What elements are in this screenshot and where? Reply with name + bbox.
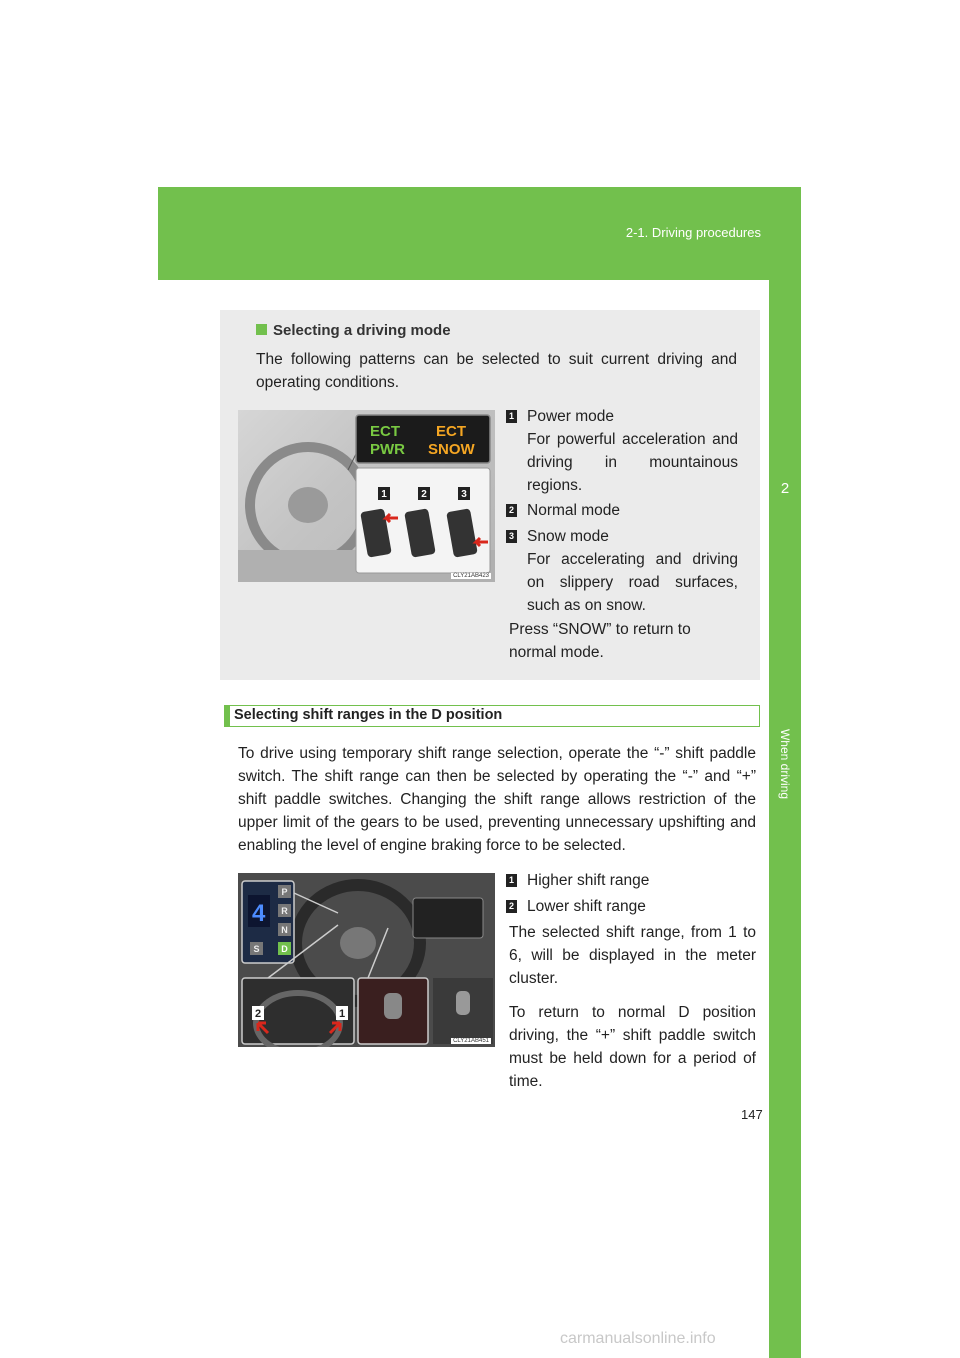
gear-letter-s: S [253,944,260,954]
bullet-square-icon [256,324,267,335]
svg-text:1: 1 [381,489,387,500]
list-item [508,895,756,918]
steering-wheel-illustration [238,410,495,582]
driving-mode-photo [238,410,495,582]
section-breadcrumb: 2-1. Driving procedures [625,225,761,240]
lower-shift-range-label: Lower shift range [527,898,646,915]
shift-range-photo [238,873,495,1047]
snow-indicator: SNOW [428,441,475,458]
section-title: Selecting shift ranges in the D position [234,707,503,723]
return-to-d-note: To return to normal D position driving, the “+” shift paddle switch must be held down for a period of time. [509,1004,756,1090]
gear-letter-n: N [281,925,288,935]
normal-mode-label: Normal mode [527,502,621,519]
gear-letter-p: P [281,887,288,897]
photo-caption: CLY21AB451 [453,1038,489,1044]
list-item [508,499,738,522]
svg-text:2: 2 [254,1008,262,1020]
gear-letter-r: R [281,906,288,916]
driving-mode-intro: The following patterns can be selected to suit current driving and operating conditions. [256,351,737,391]
driving-mode-box [220,310,760,680]
svg-text:1: 1 [338,1008,346,1020]
list-item [508,525,738,617]
chapter-number: 2 [780,480,790,497]
number-marker-3: 3 [506,530,517,543]
number-marker-2: 2 [506,900,517,913]
power-mode-desc: For powerful acceleration and driving in mountainous regions. [527,431,738,494]
shift-range-display-note: The selected shift range, from 1 to 6, will be displayed in the meter cluster. [509,924,756,987]
list-item [508,869,756,892]
ect-indicator-1: ECT [370,423,400,440]
header-bar [158,187,801,280]
section-heading-bar [224,705,760,727]
gear-readout: 4 [252,900,266,927]
driving-mode-title: Selecting a driving mode [256,322,451,339]
gear-letter-d: D [281,944,288,954]
higher-shift-range-label: Higher shift range [527,872,650,889]
number-marker-1: 1 [506,410,517,423]
snow-return-note: Press “SNOW” to return to normal mode. [509,621,691,661]
photo-caption: CLY21AB423 [453,573,489,579]
svg-text:3: 3 [461,489,467,500]
pwr-indicator: PWR [370,441,405,458]
chapter-label: When driving [778,728,792,800]
chapter-side-tab [769,187,801,1358]
svg-text:2: 2 [421,489,427,500]
snow-mode-desc: For accelerating and driving on slippery road surfaces, such as on snow. [527,551,738,614]
list-item [508,405,738,497]
cockpit-illustration [238,873,495,1047]
power-mode-label: Power mode [527,408,615,425]
watermark: carmanualsonline.info [560,1330,716,1347]
number-marker-1: 1 [506,874,517,887]
snow-mode-label: Snow mode [527,528,609,545]
shift-range-paragraph: To drive using temporary shift range selection, operate the “-” shift paddle switch. The shift range can then be selected by operating the “-” and “+” shift paddle switches. Changing the shift range allows restriction of the upper limit of the gears to be used, preventing unnecessary upshifting and enabling the level of engine braking force to be selected. [238,745,756,854]
page-number: 147 [741,1107,763,1122]
number-marker-2: 2 [506,504,517,517]
ect-indicator-2: ECT [436,423,466,440]
